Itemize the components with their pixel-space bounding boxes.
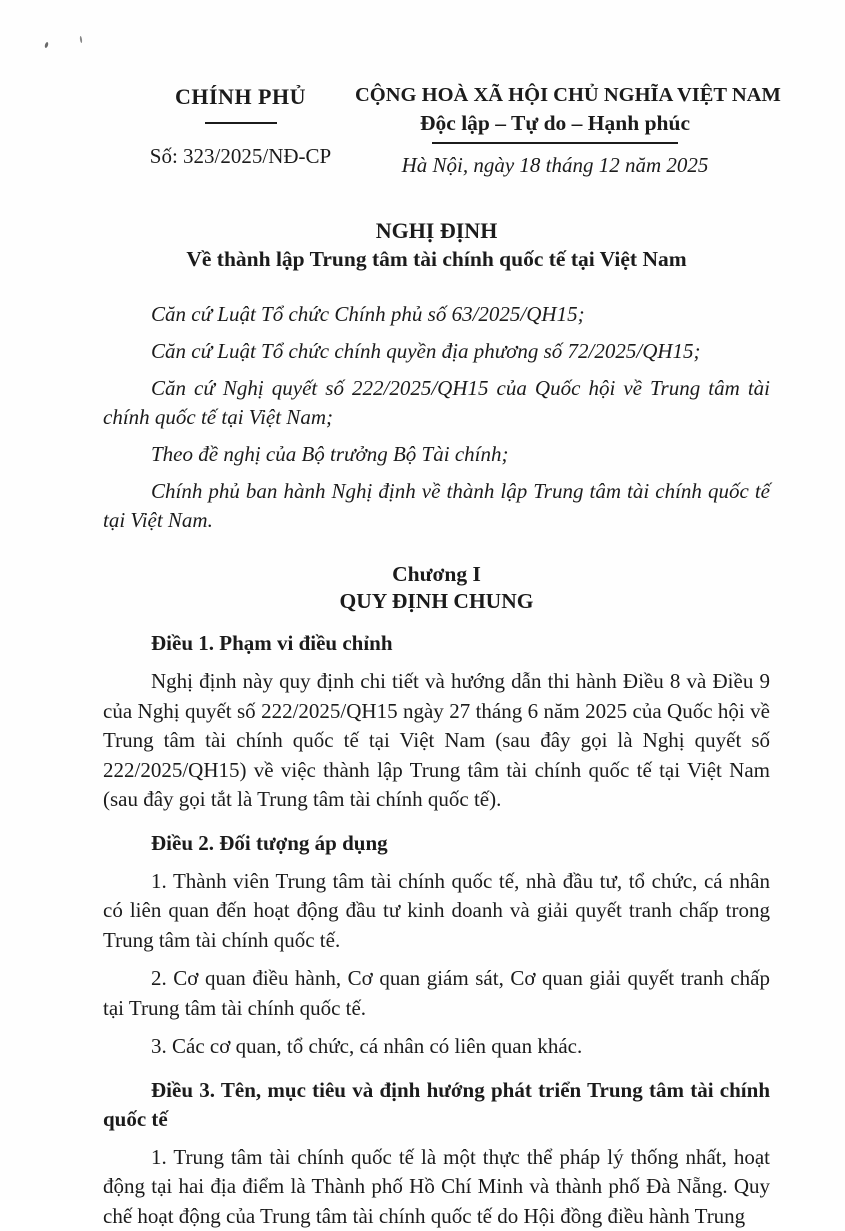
article-2-clause: 3. Các cơ quan, tổ chức, cá nhân có liên quan khác.	[103, 1032, 770, 1062]
national-motto: Độc lập – Tự do – Hạnh phúc	[355, 111, 755, 136]
national-header-block	[355, 84, 755, 178]
issuing-authority-block	[128, 84, 353, 169]
preamble-citation: Theo đề nghị của Bộ trưởng Bộ Tài chính;	[103, 440, 770, 469]
article-1	[103, 629, 770, 815]
preamble-enacting-clause: Chính phủ ban hành Nghị định về thành lập Trung tâm tài chính quốc tế tại Việt Nam.	[103, 477, 770, 535]
country-name: CỘNG HOÀ XÃ HỘI CHỦ NGHĨA VIỆT NAM	[355, 84, 755, 107]
issuing-authority: CHÍNH PHỦ	[128, 84, 353, 110]
divider-line	[432, 142, 678, 144]
title-block	[103, 218, 770, 272]
chapter-number: Chương I	[103, 561, 770, 588]
document-number: Số: 323/2025/NĐ-CP	[128, 144, 353, 169]
article-3-heading: Điều 3. Tên, mục tiêu và định hướng phát triển Trung tâm tài chính quốc tế	[103, 1076, 770, 1134]
document-subject-title: Về thành lập Trung tâm tài chính quốc tế tại Việt Nam	[103, 247, 770, 272]
preamble-citation: Căn cứ Luật Tổ chức chính quyền địa phương số 72/2025/QH15;	[103, 337, 770, 366]
article-2	[103, 829, 770, 1062]
article-2-heading: Điều 2. Đối tượng áp dụng	[103, 829, 770, 858]
preamble-citation: Căn cứ Luật Tổ chức Chính phủ số 63/2025/QH15;	[103, 300, 770, 329]
document-type-title: NGHỊ ĐỊNH	[103, 218, 770, 244]
article-1-heading: Điều 1. Phạm vi điều chỉnh	[103, 629, 770, 658]
chapter-heading	[103, 561, 770, 615]
chapter-title: QUY ĐỊNH CHUNG	[103, 588, 770, 615]
place-and-date: Hà Nội, ngày 18 tháng 12 năm 2025	[355, 153, 755, 178]
scan-artifact	[80, 36, 83, 43]
scan-artifact	[44, 42, 49, 49]
article-3-clause: 1. Trung tâm tài chính quốc tế là một thực thể pháp lý thống nhất, hoạt động tại hai địa điểm là Thành phố Hồ Chí Minh và thành phố Đà Nẵng. Quy chế hoạt động của Trung tâm tài chính quốc tế do Hội đồng điều hành Trung	[103, 1143, 770, 1231]
article-2-clause: 2. Cơ quan điều hành, Cơ quan giám sát, Cơ quan giải quyết tranh chấp tại Trung tâm tài chính quốc tế.	[103, 964, 770, 1023]
article-1-paragraph: Nghị định này quy định chi tiết và hướng dẫn thi hành Điều 8 và Điều 9 của Nghị quyết số 222/2025/QH15 ngày 27 tháng 6 năm 2025 của Quốc hội về Trung tâm tài chính quốc tế tại Việt Nam (sau đây gọi là Nghị quyết số 222/2025/QH15) về việc thành lập Trung tâm tài chính quốc tế tại Việt Nam (sau đây gọi tắt là Trung tâm tài chính quốc tế).	[103, 667, 770, 815]
article-3	[103, 1076, 770, 1231]
preamble	[103, 300, 770, 535]
preamble-citation: Căn cứ Nghị quyết số 222/2025/QH15 của Quốc hội về Trung tâm tài chính quốc tế tại Việt Nam;	[103, 374, 770, 432]
article-2-clause: 1. Thành viên Trung tâm tài chính quốc tế, nhà đầu tư, tổ chức, cá nhân có liên quan đến hoạt động đầu tư kinh doanh và giải quyết tranh chấp trong Trung tâm tài chính quốc tế.	[103, 867, 770, 956]
document-body	[103, 218, 770, 1231]
divider-line	[205, 122, 277, 124]
